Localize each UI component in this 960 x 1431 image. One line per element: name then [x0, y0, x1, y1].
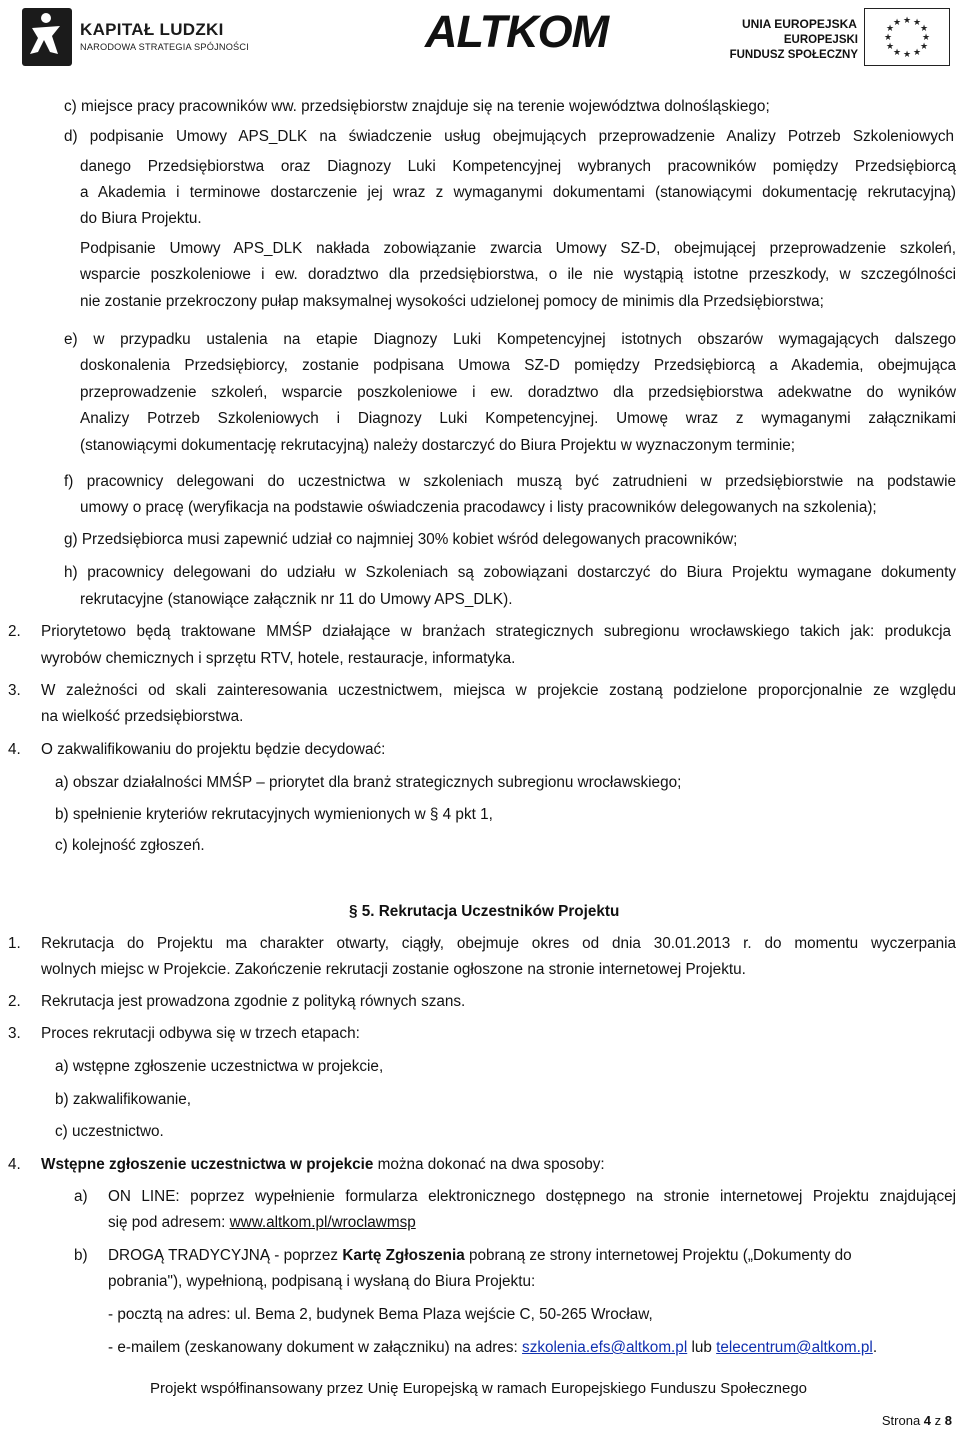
text-span: lub — [687, 1339, 717, 1356]
text-line: (stanowiącymi dokumentację rekrutacyjną) należy dostarczyć do Biura Projektu w wyznaczonym terminie; — [80, 437, 795, 454]
text-line: a) obszar działalności MMŚP – priorytet dla branż strategicznych subregionu wrocławskiego; — [55, 774, 682, 791]
text-line: - pocztą na adres: ul. Bema 2, budynek Bema Plaza wejście C, 50-265 Wrocław, — [108, 1306, 653, 1323]
page-separator: z — [931, 1413, 945, 1428]
svg-text:★: ★ — [919, 24, 929, 34]
text-line — [108, 1246, 852, 1266]
text-line: O zakwalifikowaniu do projektu będzie decydować: — [41, 741, 386, 758]
text-span: się pod adresem: — [108, 1214, 230, 1231]
text-line: a Akademia i terminowe dostarczenie jej wraz z wymaganymi dokumentami (stanowiącymi dokumentację rekrutacyjną) — [80, 184, 956, 201]
text-line: b) zakwalifikowanie, — [55, 1091, 192, 1108]
text-line: rekrutacyjne (stanowiące załącznik nr 11 do Umowy APS_DLK). — [80, 591, 513, 608]
text-line: a) wstępne zgłoszenie uczestnictwa w projekcie, — [55, 1058, 384, 1075]
text-line: d) podpisanie Umowy APS_DLK na świadczenie usług obejmujących przeprowadzenie Analizy Potrzeb Szkoleniowych — [64, 128, 954, 145]
kapital-ludzki-name: KAPITAŁ LUDZKI — [80, 20, 224, 39]
text-line: umowy o pracę (weryfikacja na podstawie oświadczenia pracodawcy i listy pracowników delegowanych na szkolenia); — [80, 499, 877, 516]
text-line: h) pracownicy delegowani do udziału w Szkoleniach są zobowiązani dostarczyć do Biura Projektu wymagane dokumenty — [64, 564, 956, 581]
text-line: pobrania"), wypełnioną, podpisaną i wysłaną do Biura Projektu: — [108, 1273, 536, 1290]
svg-text:★: ★ — [902, 50, 912, 60]
svg-text:★: ★ — [912, 48, 922, 58]
svg-text:★: ★ — [921, 33, 931, 43]
total-pages: 8 — [944, 1413, 952, 1428]
text-line: Priorytetowo będą traktowane MMŚP działające w branżach strategicznych subregionu wrocławskiego takich jak: produkcja — [41, 623, 951, 640]
text-span: można dokonać na dwa sposoby: — [373, 1156, 605, 1173]
list-letter: a) — [74, 1188, 88, 1205]
text-line: Proces rekrutacji odbywa się w trzech etapach: — [41, 1025, 360, 1042]
email-link-szkolenia[interactable]: szkolenia.efs@altkom.pl — [522, 1339, 688, 1356]
svg-text:★: ★ — [892, 18, 902, 28]
page-label: Strona — [881, 1413, 924, 1428]
eu-fund-line1: EUROPEJSKI — [783, 34, 858, 46]
text-line: c) uczestnictwo. — [55, 1123, 164, 1140]
list-number: 4. — [8, 741, 21, 758]
text-line: e) w przypadku ustalenia na etapie Diagnozy Luki Kompetencyjnej istotnych obszarów wymagających dalszego — [64, 331, 956, 348]
text-line: Rekrutacja do Projektu ma charakter otwarty, ciągły, obejmuje okres od dnia 30.01.2013 r. do momentu wyczerpania — [41, 935, 956, 952]
text-line: W zależności od skali zainteresowania uczestnictwem, miejsca w projekcie zostaną podzielone proporcjonalnie ze względu — [41, 682, 956, 699]
text-line — [108, 1338, 877, 1358]
text-line: danego Przedsiębiorstwa oraz Diagnozy Luki Kompetencyjnej wybranych pracowników pomiędzy Przedsiębiorcą — [80, 158, 956, 175]
text-line: nie zostanie przekroczony pułap maksymalnej wysokości udzielonej pomocy de minimis dla Przedsiębiorstwa; — [80, 293, 824, 310]
text-line: c) miejsce pracy pracowników ww. przedsiębiorstw znajduje się na terenie województwa dolnośląskiego; — [64, 98, 770, 115]
list-number: 3. — [8, 682, 21, 699]
section-heading: § 5. Rekrutacja Uczestników Projektu — [349, 903, 620, 920]
list-number: 2. — [8, 993, 21, 1010]
list-number: 2. — [8, 623, 21, 640]
svg-text:★: ★ — [902, 16, 912, 26]
current-page: 4 — [923, 1413, 932, 1428]
list-letter: b) — [74, 1247, 88, 1264]
text-line: f) pracownicy delegowani do uczestnictwa w szkoleniach muszą być zatrudnieni w przedsiębiorstwie na podstawie — [64, 473, 956, 490]
text-span: DROGĄ TRADYCYJNĄ - poprzez — [108, 1247, 343, 1264]
text-line: do Biura Projektu. — [80, 210, 202, 227]
text-line: c) kolejność zgłoszeń. — [55, 837, 205, 854]
svg-text:★: ★ — [885, 42, 895, 52]
text-line: Analizy Potrzeb Szkoleniowych i Diagnozy Luki Kompetencyjnej. Umowę wraz z wymaganymi załącznikami — [80, 410, 956, 427]
text-span: pobraną ze strony internetowej Projektu („Dokumenty do — [464, 1247, 852, 1264]
text-line — [41, 1155, 605, 1175]
text-line: doskonalenia Przedsiębiorcy, zostanie podpisana Umowa SZ-D pomiędzy Przedsiębiorcą a Akademia, obejmująca — [80, 357, 956, 374]
svg-text:★: ★ — [892, 48, 902, 58]
email-link-telecentrum[interactable]: telecentrum@altkom.pl — [716, 1339, 873, 1356]
page-number — [882, 1413, 952, 1428]
text-line — [108, 1213, 416, 1233]
text-line: ON LINE: poprzez wypełnienie formularza elektronicznego dostępnego na stronie internetowej Projektu znajdującej — [108, 1188, 956, 1205]
bold-phrase: Wstępne zgłoszenie uczestnictwa w projekcie — [41, 1156, 374, 1173]
text-line: wsparcie poszkoleniowe i ew. doradztwo dla przedsiębiorstwa, o ile nie wystąpią istotne przeszkody, w szczególności — [80, 266, 956, 283]
list-number: 4. — [8, 1156, 21, 1173]
website-link[interactable]: www.altkom.pl/wroclawmsp — [229, 1214, 416, 1231]
text-span: . — [872, 1339, 878, 1356]
text-line: g) Przedsiębiorca musi zapewnić udział co najmniej 30% kobiet wśród delegowanych pracowników; — [64, 531, 738, 548]
text-line: Podpisanie Umowy APS_DLK nakłada zobowiązanie zwarcia Umowy SZ-D, obejmującej przeprowadzenie szkoleń, — [80, 240, 956, 257]
footer-text: Projekt współfinansowany przez Unię Europejską w ramach Europejskiego Funduszu Społecznego — [150, 1380, 808, 1397]
text-line: wolnych miejsc w Projekcie. Zakończenie rekrutacji zostanie ogłoszone na stronie internetowej Projektu. — [41, 961, 746, 978]
bold-phrase: Kartę Zgłoszenia — [342, 1247, 465, 1264]
text-line: Rekrutacja jest prowadzona zgodnie z polityką równych szans. — [41, 993, 466, 1010]
list-number: 3. — [8, 1025, 21, 1042]
list-number: 1. — [8, 935, 21, 952]
text-line: b) spełnienie kryteriów rekrutacyjnych wymienionych w § 4 pkt 1, — [55, 806, 493, 823]
text-span: - e-mailem (zeskanowany dokument w załączniku) na adres: — [108, 1339, 523, 1356]
text-line: wyrobów chemicznych i sprzętu RTV, hotele, restauracje, informatyka. — [41, 650, 516, 667]
svg-text:★: ★ — [883, 33, 893, 43]
altkom-logo: ALTKOM — [425, 6, 609, 57]
text-line: przeprowadzenie szkoleń, wsparcie poszkoleniowe i ew. doradztwo dla przedsiębiorstwa adekwatne do wyników — [80, 384, 956, 401]
eu-title: UNIA EUROPEJSKA — [742, 17, 857, 31]
eu-fund-line2: FUNDUSZ SPOŁECZNY — [729, 49, 858, 61]
svg-text:★: ★ — [919, 42, 929, 52]
svg-text:★: ★ — [885, 24, 895, 34]
text-line: na wielkość przedsiębiorstwa. — [41, 708, 244, 725]
kapital-ludzki-subtitle: NARODOWA STRATEGIA SPÓJNOŚCI — [80, 42, 249, 52]
svg-text:★: ★ — [912, 18, 922, 28]
